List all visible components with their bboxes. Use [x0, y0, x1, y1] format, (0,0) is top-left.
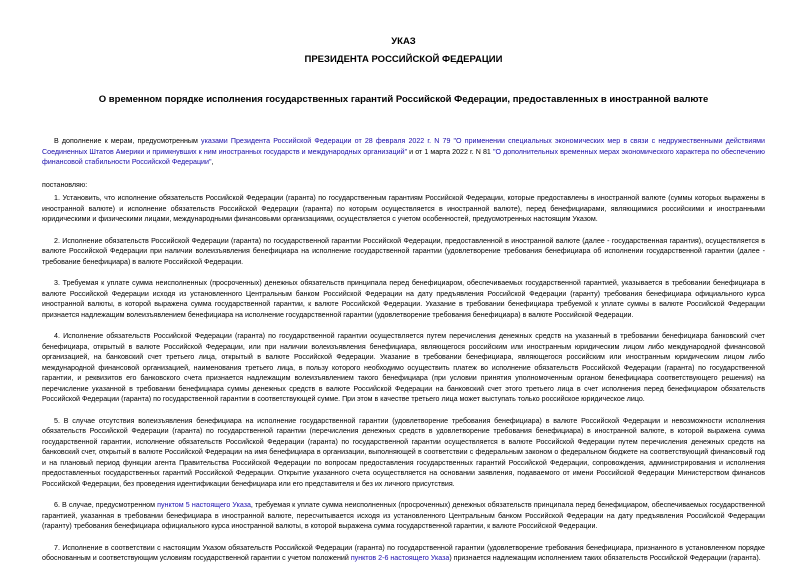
- paragraph-5: 5. В случае отсутствия волеизъявления бенефициара на исполнение государственной гарантии (удовлетворение требования бенефициара) в валюте Российской Федерации и невозможности исполнения обязательств Российской Федерации (гаранта) по государственной гарантии (перечисления денежных средств в удовлетворение требования бенефициара) в иностранной валюте, в которой выражена сумма государственной гарантии, исполнение обязательств Российской Федерации (гаранта) по государственной гарантии осуществляется в валюте Российской Федерации путем перечисления денежных средств на банковский счет, открытый в валюте Российской Федерации на имя бенефициара в организации, выполняющей в соответствии с федеральным законом о федеральном бюджете на соответствующий финансовый год и на плановый период функции агента Правительства Российской Федерации по вопросам предоставления государственных гарантий Российской Федерации, сопровождения, администрирования и исполнения предоставленных государственных гарантий Российской Федерации. Открытие указанного счета осуществляется на основании заявления, подаваемого от имени Российской Федерации Министерством финансов Российской Федерации, без проведения идентификации бенефициара или его представителя и без их личного присутствия.: [42, 416, 765, 488]
- president-heading: ПРЕЗИДЕНТА РОССИЙСКОЙ ФЕДЕРАЦИИ: [304, 54, 503, 65]
- point-5-link[interactable]: пунктом 5 настоящего Указа: [157, 501, 251, 509]
- paragraph-4: 4. Исполнение обязательств Российской Федерации (гаранта) по государственной гарантии осуществляется путем перечисления денежных средств на указанный в требовании бенефициара банковский счет бенефициара, открытый в валюте Российской Федерации, или при наличии волеизъявления бенефициара, являющегося российским или иностранным юридическим лицом либо международной финансовой организацией, на банковский счет третьего лица, открытый в валюте Российской Федерации. Указание в требовании бенефициара, являющегося российским или иностранным юридическим лицом либо международной финансовой организацией, наименования третьего лица, в пользу которого необходимо осуществить платеж во исполнение обязательств Российской Федерации (гаранта) по государственной гарантии, и реквизитов его банковского счета признается надлежащим волеизъявлением такого бенефициара (при условии принятия уполномоченным органом бенефициара соответствующего решения) на перечисление указанной в требовании бенефициара суммы денежных средств в валюте Российской Федерации на банковский счет этого третьего лица в счет исполнения перед бенефициаром обязательств Российской Федерации (гаранта) по государственной гарантии в соответствующей сумме. При этом в качестве третьего лица может выступать только российское юридическое лицо.: [42, 332, 765, 403]
- decree-subtitle: О временном порядке исполнения государственных гарантий Российской Федерации, предоставленных в иностранной валюте: [98, 94, 709, 105]
- paragraph-7: [42, 543, 765, 564]
- decree-79-link[interactable]: указами Президента Российской Федерации от 28 февраля 2022 г. N 79 "О применении специальных экономических мер в связи с недружественными действиями Соединенных Штатов Америки и примкнувших к ним иностранных государств и международных организаций": [42, 137, 766, 156]
- intro-paragraph: [42, 136, 765, 168]
- p7-text-pre: 7. Исполнение в соответствии с настоящим Указом обязательств Российской Федерации (гаранта) по государственной гарантии (удовлетворение требования бенефициара, признанного в установленном порядке обоснованным и соответствующим условиям государственной гарантии с учетом положений: [42, 543, 765, 562]
- intro-text-pre: В дополнение к мерам, предусмотренным: [54, 137, 202, 145]
- points-2-6-link[interactable]: пунктов 2-6 настоящего Указа: [350, 554, 450, 562]
- decree-heading: УКАЗ: [391, 36, 416, 47]
- intro-text-post: ,: [211, 158, 214, 166]
- intro-text-mid: и от 1 марта 2022 г. N 81: [407, 147, 493, 156]
- p6-text-post: , требуемая к уплате сумма неисполненных (просроченных) денежных обязательств принципала перед бенефициаром, обеспечиваемых государственной гарантией, указанная в требовании бенефициара в иностранной валюте, пересчитывается исходя из установленного Центральным банком Российской Федерации на дату предъявления Российской Федерации (гаранту) требования бенефициара официального курса иностранной валюты, в которой выражена сумма государственной гарантии, к валюте Российской Федерации.: [42, 501, 766, 530]
- paragraph-1: 1. Установить, что исполнение обязательств Российской Федерации (гаранта) по государственным гарантиям Российской Федерации, которые предоставлены в иностранной валюте (суммы которых выражены в иностранной валюте) и исполнение обязательств Российской Федерации (гаранта) по которым осуществляется в иностранной валюте), перед бенефициарами, являющимися российскими и иностранными юридическими и физическими лицами, международными финансовыми организациями, осуществляется с учетом особенностей, предусмотренных настоящим Указом.: [42, 194, 765, 223]
- paragraph-2: 2. Исполнение обязательств Российской Федерации (гаранта) по государственной гарантии Российской Федерации, предоставленной в иностранной валюте (далее - государственная гарантия), осуществляется в валюте Российской Федерации при наличии волеизъявления бенефициара на исполнение государственной гарантии (удовлетворение требования бенефициара об исполнении государственной гарантии (далее - требование бенефициара) в валюте Российской Федерации.: [42, 236, 765, 266]
- decree-81-link[interactable]: "О дополнительных временных мерах экономического характера по обеспечению финансовой стабильности Российской Федерации": [42, 147, 765, 166]
- p7-text-post: ) признается надлежащим исполнением таких обязательств Российской Федерации (гаранта).: [449, 554, 761, 562]
- p6-text-pre: 6. В случае, предусмотренном: [54, 501, 158, 509]
- paragraph-3: 3. Требуемая к уплате сумма неисполненных (просроченных) денежных обязательств принципала перед бенефициаром, обеспечиваемых государственной гарантией, указывается в требовании бенефициара в валюте Российской Федерации исходя из установленного Центральным банком Российской Федерации на дату предъявления Российской Федерации (гаранту) требования бенефициара официального курса иностранной валюты, в которой выражена сумма государственной гарантии, к валюте Российской Федерации. Указание в требовании бенефициара требуемой к уплате суммы в валюте Российской Федерации признается надлежащим волеизъявлением бенефициара на исполнение государственной гарантии (удовлетворение требования бенефициара) в валюте Российской Федерации.: [42, 279, 765, 319]
- resolve-text: постановляю:: [42, 180, 88, 189]
- paragraph-6: [42, 500, 765, 532]
